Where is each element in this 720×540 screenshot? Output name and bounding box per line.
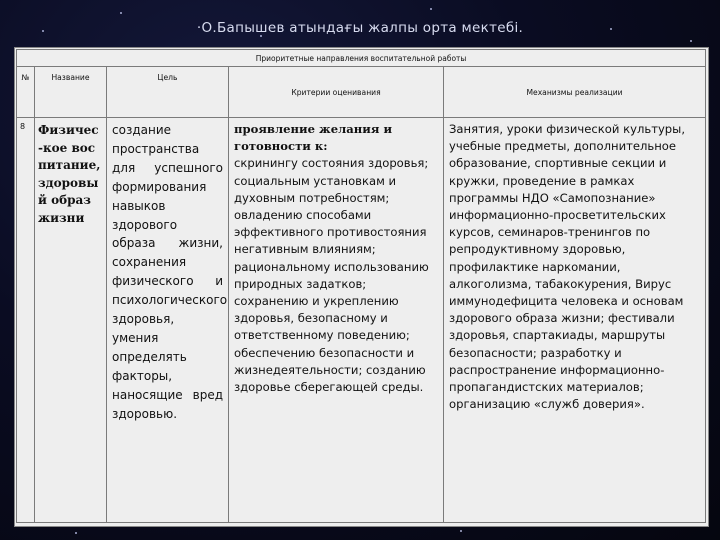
column-header-goal: Цель	[107, 67, 229, 118]
row-mechanisms: Занятия, уроки физической культуры, учебные предметы, дополнительное образование, спортивные секции и кружки, проведение в рамках программы НДО «Самопознание» информационно-просветительских курсов, семинаров-тренингов по репродуктивному здоровью, профилактике наркомании, алкоголизма, табакокурения, Вирус иммунодефицита человека и основам здорового образа жизни; фестивали здоровья, спартакиады, маршруты безопасности; разработку и распространение информационно-пропагандистских материалов; организацию «служб доверия».	[444, 118, 706, 523]
column-header-name: Название	[35, 67, 107, 118]
star-decoration	[690, 40, 692, 42]
row-criteria	[229, 118, 444, 523]
star-decoration	[75, 532, 77, 534]
star-decoration	[460, 530, 462, 532]
table-row	[17, 118, 706, 523]
column-header-number: №	[17, 67, 35, 118]
star-decoration	[120, 12, 122, 14]
star-decoration	[430, 8, 432, 10]
criteria-lead: проявление желания и готовности к:	[234, 122, 393, 154]
row-number: 8	[17, 118, 35, 523]
row-name: Физичес-кое воспитание, здоровый образ жизни	[35, 118, 107, 523]
table-main-header: Приоритетные направления воспитательной работы	[17, 50, 706, 67]
priority-directions-table	[16, 49, 706, 523]
column-header-mechanisms: Механизмы реализации	[444, 67, 706, 118]
criteria-body: скринингу состояния здоровья; социальным установкам и духовным потребностям; овладению способами эффективного противостояния негативным влияниям; рациональному использованию природных задатков; сохранению и укреплению здоровья, безопасному и ответственному поведению; обеспечению безопасности и жизнедеятельности; созданию здоровье сберегающей среды.	[234, 156, 429, 395]
slide-title: ·О.Бапышев атындағы жалпы орта мектебі.	[196, 20, 524, 36]
column-header-criteria: Критерии оценивания	[229, 67, 444, 118]
row-goal: создание пространства для успешного формирования навыков здорового образа жизни, сохранения физического и психологического здоровья, умения определять факторы, наносящие вред здоровью.	[107, 118, 229, 523]
